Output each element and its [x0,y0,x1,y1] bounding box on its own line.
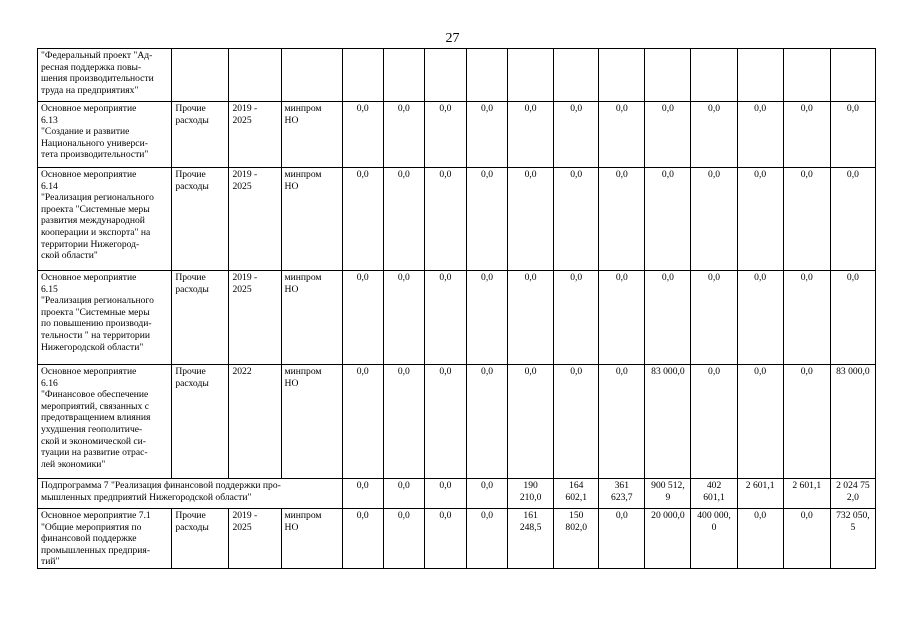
table-row [38,479,876,509]
value-cell: 0,0 [342,168,383,271]
expense-type-cell [172,49,229,102]
period-cell: 2019 - 2025 [229,271,281,365]
value-cell [466,49,507,102]
value-cell: 0,0 [645,168,691,271]
value-cell: 0,0 [508,168,554,271]
period-cell: 2019 - 2025 [229,509,281,569]
table-row [38,271,876,365]
expense-type-cell: Прочие расходы [172,509,229,569]
value-cell: 0,0 [783,271,830,365]
budget-table [37,48,876,569]
value-cell: 0,0 [508,365,554,479]
value-cell: 0,0 [383,102,424,168]
value-cell [383,49,424,102]
value-cell: 0,0 [508,271,554,365]
value-cell: 0,0 [737,509,783,569]
value-cell: 0,0 [737,168,783,271]
value-cell [645,49,691,102]
value-cell: 0,0 [554,168,599,271]
value-cell: 0,0 [466,271,507,365]
value-cell: 0,0 [599,509,645,569]
value-cell: 0,0 [599,102,645,168]
value-cell: 161 248,5 [508,509,554,569]
value-cell: 400 000, 0 [691,509,737,569]
row-description: Основное мероприятие 6.13 "Создание и развитие Национального универси- тета производительности" [38,102,172,168]
value-cell: 0,0 [383,479,424,509]
value-cell: 0,0 [383,271,424,365]
executor-cell: минпром НО [281,271,342,365]
value-cell [830,49,875,102]
expense-type-cell: Прочие расходы [172,271,229,365]
value-cell: 0,0 [783,509,830,569]
value-cell: 0,0 [691,365,737,479]
value-cell [342,49,383,102]
value-cell: 0,0 [424,102,466,168]
value-cell: 0,0 [383,509,424,569]
value-cell: 0,0 [466,479,507,509]
executor-cell: минпром НО [281,168,342,271]
row-description: "Федеральный проект "Ад- ресная поддержка повы- шения производительности труда на предприятиях" [38,49,172,102]
value-cell: 0,0 [691,168,737,271]
value-cell: 0,0 [342,365,383,479]
value-cell: 732 050, 5 [830,509,875,569]
table-row [38,102,876,168]
value-cell: 0,0 [466,509,507,569]
value-cell: 83 000,0 [645,365,691,479]
row-description: Основное мероприятие 6.15 "Реализация регионального проекта "Системные меры по повышению производи- тельности " на территории Нижегородской области" [38,271,172,365]
value-cell: 0,0 [599,271,645,365]
period-cell: 2019 - 2025 [229,168,281,271]
value-cell [424,49,466,102]
executor-cell: минпром НО [281,509,342,569]
value-cell [691,49,737,102]
value-cell [783,49,830,102]
value-cell: 0,0 [691,102,737,168]
value-cell: 0,0 [737,271,783,365]
value-cell: 0,0 [383,168,424,271]
value-cell: 0,0 [554,271,599,365]
value-cell: 20 000,0 [645,509,691,569]
value-cell: 0,0 [691,271,737,365]
value-cell [737,49,783,102]
value-cell: 190 210,0 [508,479,554,509]
value-cell: 0,0 [830,102,875,168]
row-description: Основное мероприятие 6.16 "Финансовое обеспечение мероприятий, связанных с предотвращением влияния ухудшения геополитиче- ской и экономической си- туации на развитие отрас- лей экономики" [38,365,172,479]
table-row [38,365,876,479]
expense-type-cell: Прочие расходы [172,365,229,479]
value-cell: 0,0 [737,365,783,479]
period-cell: 2022 [229,365,281,479]
value-cell: 402 601,1 [691,479,737,509]
value-cell: 900 512, 9 [645,479,691,509]
value-cell: 0,0 [383,365,424,479]
value-cell: 0,0 [466,365,507,479]
value-cell: 0,0 [599,365,645,479]
value-cell [554,49,599,102]
value-cell: 0,0 [554,102,599,168]
value-cell: 0,0 [424,365,466,479]
value-cell: 0,0 [645,102,691,168]
value-cell: 0,0 [424,271,466,365]
value-cell: 0,0 [830,168,875,271]
value-cell: 0,0 [508,102,554,168]
row-description: Основное мероприятие 7.1 "Общие мероприятия по финансовой поддержке промышленных предприя- тий" [38,509,172,569]
value-cell: 0,0 [424,168,466,271]
value-cell: 2 601,1 [737,479,783,509]
value-cell: 0,0 [466,102,507,168]
value-cell: 164 602,1 [554,479,599,509]
value-cell: 0,0 [342,509,383,569]
expense-type-cell: Прочие расходы [172,168,229,271]
table-row [38,168,876,271]
value-cell [599,49,645,102]
table-row [38,509,876,569]
subprogram-title: Подпрограмма 7 "Реализация финансовой поддержки про- мышленных предприятий Нижегородской области" [38,479,343,509]
row-description: Основное мероприятие 6.14 "Реализация регионального проекта "Системные меры развития международной кооперации и экспорта" на территории Нижегород- ской области" [38,168,172,271]
period-cell [229,49,281,102]
value-cell: 83 000,0 [830,365,875,479]
value-cell: 0,0 [783,168,830,271]
value-cell: 0,0 [424,479,466,509]
expense-type-cell: Прочие расходы [172,102,229,168]
period-cell: 2019 - 2025 [229,102,281,168]
value-cell: 361 623,7 [599,479,645,509]
value-cell: 0,0 [645,271,691,365]
value-cell: 0,0 [783,102,830,168]
value-cell: 2 024 75 2,0 [830,479,875,509]
value-cell: 0,0 [424,509,466,569]
value-cell: 0,0 [599,168,645,271]
value-cell: 0,0 [342,271,383,365]
value-cell [508,49,554,102]
executor-cell: минпром НО [281,102,342,168]
value-cell: 0,0 [830,271,875,365]
table-row [38,49,876,102]
value-cell: 150 802,0 [554,509,599,569]
value-cell: 0,0 [554,365,599,479]
value-cell: 0,0 [783,365,830,479]
value-cell: 2 601,1 [783,479,830,509]
value-cell: 0,0 [466,168,507,271]
value-cell: 0,0 [342,479,383,509]
executor-cell: минпром НО [281,365,342,479]
page-number: 27 [445,31,460,46]
executor-cell [281,49,342,102]
value-cell: 0,0 [342,102,383,168]
value-cell: 0,0 [737,102,783,168]
